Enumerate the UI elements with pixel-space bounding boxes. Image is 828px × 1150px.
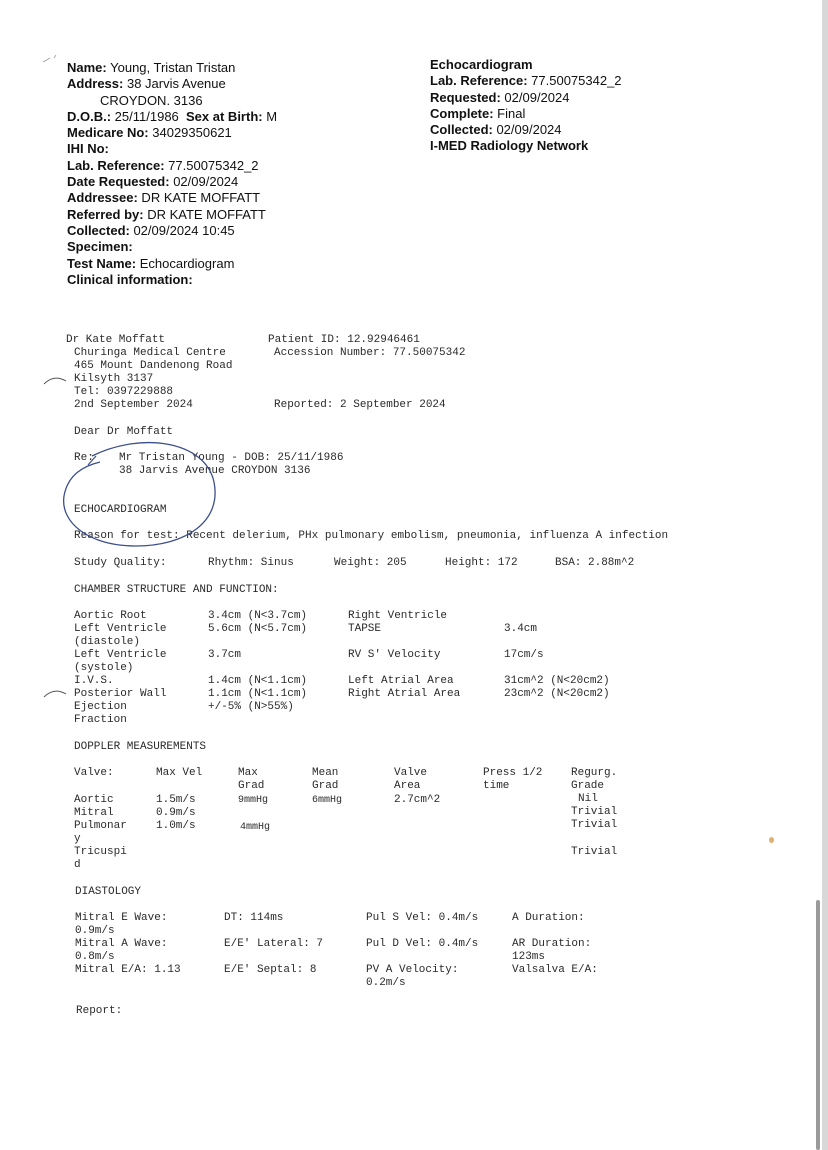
aortic-meangrad: 6mmHg bbox=[312, 795, 343, 806]
posterior-wall-value: 1.1cm (N<1.1cm) bbox=[208, 688, 308, 700]
pv-a-velocity-label: PV A Velocity: bbox=[366, 964, 459, 976]
test-name: Test Name: Echocardiogram bbox=[67, 255, 235, 271]
doppler-h-area2: Area bbox=[394, 780, 421, 792]
aortic-area: 2.7cm^2 bbox=[394, 794, 441, 806]
ivs-label: I.V.S. bbox=[74, 675, 114, 687]
doppler-h-area1: Valve bbox=[394, 767, 428, 779]
pul-s-vel: Pul S Vel: 0.4m/s bbox=[366, 912, 479, 924]
fraction-label: Fraction bbox=[74, 714, 127, 726]
lv-diastole-value: 5.6cm (N<5.7cm) bbox=[208, 623, 308, 635]
mitral-ea: Mitral E/A: 1.13 bbox=[75, 964, 181, 976]
ar-duration-value: 123ms bbox=[512, 951, 546, 963]
right-atrial-area-value: 23cm^2 (N<20cm2) bbox=[504, 688, 610, 700]
report-complete: Complete: Final bbox=[430, 105, 526, 121]
report-collected: Collected: 02/09/2024 bbox=[430, 122, 562, 138]
pulmonary-maxgrad: 4mmHg bbox=[240, 822, 271, 833]
scrollbar-thumb[interactable] bbox=[816, 900, 820, 1150]
report-lab-reference: Lab. Reference: 77.50075342_2 bbox=[430, 73, 622, 89]
right-atrial-area-label: Right Atrial Area bbox=[348, 688, 461, 700]
letter-suburb: Kilsyth 3137 bbox=[74, 373, 154, 385]
letter-tel: Tel: 0397229888 bbox=[74, 386, 174, 398]
posterior-wall-label: Posterior Wall bbox=[74, 688, 167, 700]
patient-name: Name: Young, Tristan Tristan bbox=[67, 60, 236, 75]
dt-value: DT: 114ms bbox=[224, 912, 284, 924]
letter-street: 465 Mount Dandenong Road bbox=[74, 360, 233, 372]
pen-tick-mark-3 bbox=[43, 55, 56, 62]
tapse-value: 3.4cm bbox=[504, 623, 538, 635]
pen-tick-mark-1 bbox=[44, 378, 66, 384]
letter-re-line1: Mr Tristan Young - DOB: 25/11/1986 bbox=[119, 452, 344, 464]
mitral-a-wave-value: 0.8m/s bbox=[75, 951, 115, 963]
letter-re-label: Re: bbox=[74, 452, 94, 464]
ejection-label: Ejection bbox=[74, 701, 127, 713]
reason-for-test: Reason for test: Recent delerium, PHx pulmonary embolism, pneumonia, influenza A infection bbox=[74, 530, 669, 542]
letter-accession: Accession Number: 77.50075342 bbox=[274, 347, 466, 359]
doppler-h-maxgrad2: Grad bbox=[238, 780, 265, 792]
lv-diastole-label: Left Ventricle bbox=[74, 623, 167, 635]
doppler-h-valve: Valve: bbox=[74, 767, 114, 779]
weight: Weight: 205 bbox=[334, 557, 407, 569]
report-requested: Requested: 02/09/2024 bbox=[430, 89, 570, 105]
patient-address: Address: 38 Jarvis Avenue bbox=[67, 76, 226, 92]
addressee: Addressee: DR KATE MOFFATT bbox=[67, 190, 261, 206]
mitral-regurg: Trivial bbox=[571, 806, 618, 818]
specimen: Specimen: bbox=[67, 239, 133, 255]
mitral-e-wave-value: 0.9m/s bbox=[75, 925, 115, 937]
clinical-information: Clinical information: bbox=[67, 271, 193, 287]
letter-practice: Churinga Medical Centre bbox=[74, 347, 226, 359]
mitral-a-wave-label: Mitral A Wave: bbox=[75, 938, 168, 950]
left-atrial-area-label: Left Atrial Area bbox=[348, 675, 454, 687]
letter-salutation: Dear Dr Moffatt bbox=[74, 426, 174, 438]
aortic-root-label: Aortic Root bbox=[74, 610, 147, 622]
letter-patient-id: Patient ID: 12.92946461 bbox=[268, 334, 420, 346]
doppler-h-regurg1: Regurg. bbox=[571, 767, 618, 779]
doppler-h-press1: Press 1/2 bbox=[483, 767, 543, 779]
lv-diastole-sub: (diastole) bbox=[74, 636, 141, 648]
patient-ihi: IHI No: bbox=[67, 141, 109, 157]
report-label: Report: bbox=[76, 1005, 123, 1017]
ee-septal: E/E' Septal: 8 bbox=[224, 964, 317, 976]
letter-reported: Reported: 2 September 2024 bbox=[274, 399, 446, 411]
doppler-h-meangrad2: Grad bbox=[312, 780, 339, 792]
patient-medicare: Medicare No: 34029350621 bbox=[67, 125, 232, 141]
aortic-regurg: Nil bbox=[578, 793, 598, 805]
ink-speck bbox=[769, 837, 774, 843]
pulmonary-label: Pulmonar bbox=[74, 820, 127, 832]
patient-address-line2: CROYDON. 3136 bbox=[100, 92, 203, 108]
report-network: I-MED Radiology Network bbox=[430, 138, 589, 154]
left-atrial-area-value: 31cm^2 (N<20cm2) bbox=[504, 675, 610, 687]
report-header bbox=[430, 57, 622, 155]
referred-by: Referred by: DR KATE MOFFATT bbox=[67, 206, 266, 222]
tapse-label: TAPSE bbox=[348, 623, 382, 635]
pul-d-vel: Pul D Vel: 0.4m/s bbox=[366, 938, 479, 950]
tricuspid-label-cont: d bbox=[74, 859, 81, 871]
diastology-title: DIASTOLOGY bbox=[75, 886, 142, 898]
doppler-h-press2: time bbox=[483, 780, 510, 792]
doppler-h-regurg2: Grade bbox=[571, 780, 605, 792]
ee-lateral: E/E' Lateral: 7 bbox=[224, 938, 324, 950]
aortic-maxvel: 1.5m/s bbox=[156, 794, 196, 806]
pulmonary-regurg: Trivial bbox=[571, 819, 618, 831]
aortic-label: Aortic bbox=[74, 794, 114, 806]
bsa: BSA: 2.88m^2 bbox=[555, 557, 635, 569]
pen-tick-mark-2 bbox=[44, 691, 66, 697]
lv-systole-label: Left Ventricle bbox=[74, 649, 167, 661]
height: Height: 172 bbox=[445, 557, 518, 569]
doppler-h-maxgrad1: Max bbox=[238, 767, 258, 779]
tricuspid-label: Tricuspi bbox=[74, 846, 127, 858]
tricuspid-regurg: Trivial bbox=[571, 846, 618, 858]
a-duration: A Duration: bbox=[512, 912, 585, 924]
ejection-value: +/-5% (N>55%) bbox=[208, 701, 294, 713]
lv-systole-value: 3.7cm bbox=[208, 649, 242, 661]
viewer-edge bbox=[822, 0, 828, 1150]
letter-doctor: Dr Kate Moffatt bbox=[66, 334, 166, 346]
patient-dob: D.O.B.: 25/11/1986 Sex at Birth: M bbox=[67, 108, 278, 124]
valsalva-ea: Valsalva E/A: bbox=[512, 964, 598, 976]
pv-a-velocity-value: 0.2m/s bbox=[366, 977, 406, 989]
letter-re-line2: 38 Jarvis Avenue CROYDON 3136 bbox=[119, 465, 311, 477]
section-echocardiogram: ECHOCARDIOGRAM bbox=[74, 504, 167, 516]
doppler-title: DOPPLER MEASUREMENTS bbox=[74, 741, 207, 753]
pulmonary-label-cont: y bbox=[74, 833, 81, 845]
mitral-e-wave-label: Mitral E Wave: bbox=[75, 912, 168, 924]
letter-date: 2nd September 2024 bbox=[74, 399, 193, 411]
chamber-title: CHAMBER STRUCTURE AND FUNCTION: bbox=[74, 584, 279, 596]
rv-s-velocity-value: 17cm/s bbox=[504, 649, 544, 661]
ar-duration-label: AR Duration: bbox=[512, 938, 592, 950]
pulmonary-maxvel: 1.0m/s bbox=[156, 820, 196, 832]
rv-s-velocity-label: RV S' Velocity bbox=[348, 649, 441, 661]
collected: Collected: 02/09/2024 10:45 bbox=[67, 222, 235, 238]
date-requested: Date Requested: 02/09/2024 bbox=[67, 174, 239, 190]
mitral-label: Mitral bbox=[74, 807, 114, 819]
ivs-value: 1.4cm (N<1.1cm) bbox=[208, 675, 308, 687]
lab-reference: Lab. Reference: 77.50075342_2 bbox=[67, 157, 259, 173]
aortic-maxgrad: 9mmHg bbox=[238, 795, 269, 806]
patient-header bbox=[67, 60, 277, 288]
report-title: Echocardiogram bbox=[430, 57, 533, 72]
doppler-h-maxvel: Max Vel bbox=[156, 767, 203, 779]
study-quality: Study Quality: bbox=[74, 557, 167, 569]
right-ventricle-label: Right Ventricle bbox=[348, 610, 448, 622]
rhythm: Rhythm: Sinus bbox=[208, 557, 294, 569]
mitral-maxvel: 0.9m/s bbox=[156, 807, 196, 819]
doppler-h-meangrad1: Mean bbox=[312, 767, 339, 779]
aortic-root-value: 3.4cm (N<3.7cm) bbox=[208, 610, 308, 622]
lv-systole-sub: (systole) bbox=[74, 662, 134, 674]
